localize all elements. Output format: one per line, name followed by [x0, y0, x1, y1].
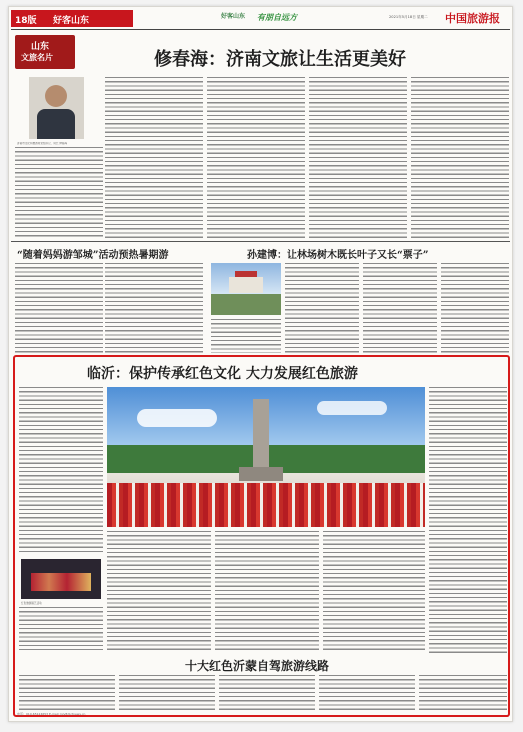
stage-performance-photo	[21, 559, 101, 599]
portrait-caption: 济南市文化和旅游局党组书记、局长 修春海	[17, 142, 68, 145]
header-logo-text: 好客山东	[221, 13, 246, 20]
newspaper-page	[8, 6, 513, 722]
article-4-col-5-text	[429, 387, 507, 653]
header-slogan: 有朋自远方	[257, 13, 297, 22]
article-5-col-4-text	[319, 675, 415, 711]
side-badge-line2: 文旅名片	[21, 53, 53, 62]
article-4-col-1b-text	[19, 607, 103, 653]
article-3-col-3-text	[363, 263, 437, 353]
stage-performers	[31, 573, 91, 591]
page-number: 18版	[15, 16, 37, 26]
article-1-col-4-text	[309, 77, 407, 239]
forest-farm-photo	[211, 263, 281, 315]
article-1-col-3-text	[207, 77, 305, 239]
cloud-2	[317, 401, 387, 415]
article-2-title: “随着妈妈游邹城”活动预热暑期游	[17, 250, 169, 261]
article-5-title: 十大红色沂蒙自驾旅游线路	[185, 659, 330, 673]
date-line: 2021年5月18日 星期二	[389, 15, 428, 19]
article-4-col-4-text	[323, 531, 425, 653]
article-3-col-4-text	[441, 263, 509, 353]
portrait-head	[45, 85, 67, 107]
footer-contact: 电话：010-65124653 E-mail: ljzy8@ctnews.cn	[17, 712, 86, 716]
article-4-col-2-text	[107, 531, 211, 653]
article-5-col-1-text	[19, 675, 115, 711]
article-3-col-1-text	[211, 319, 281, 353]
article-5-col-2-text	[119, 675, 215, 711]
masthead: 中国旅游报	[445, 12, 500, 25]
portrait-suit	[37, 109, 75, 139]
article-3-title: 孙建博：让林场树木既长叶子又长“票子”	[247, 250, 429, 261]
article-4-title: 临沂：保护传承红色文化 大力发展红色旅游	[87, 366, 358, 382]
article-3-col-2-text	[285, 263, 359, 353]
cloud-1	[137, 409, 217, 427]
article-5-col-5-text	[419, 675, 507, 711]
article-5-col-3-text	[219, 675, 315, 711]
article-1-title: 修春海：济南文旅让生活更美好	[154, 49, 406, 70]
article-1-col-1-text	[15, 147, 103, 239]
portrait-photo	[29, 77, 84, 139]
article-2-col-1-text	[15, 263, 103, 353]
monument-tower	[253, 399, 269, 471]
farm-building	[229, 277, 263, 293]
farm-roof	[235, 271, 257, 277]
article-1-col-5-text	[411, 77, 509, 239]
monument-base	[239, 467, 283, 481]
page-section: 好客山东	[53, 16, 90, 26]
article-1-col-2-text	[105, 77, 203, 239]
side-badge-line1: 山东	[31, 42, 50, 52]
article-4-col-1-text	[19, 387, 103, 555]
stage-photo-caption: 红色旅游演艺活动	[21, 602, 42, 605]
article-4-col-3-text	[215, 531, 319, 653]
crowd-in-red	[107, 483, 425, 527]
section-rule-1	[11, 241, 510, 242]
memorial-square-photo	[107, 387, 425, 527]
article-2-col-2-text	[105, 263, 203, 353]
header-rule	[11, 29, 510, 30]
